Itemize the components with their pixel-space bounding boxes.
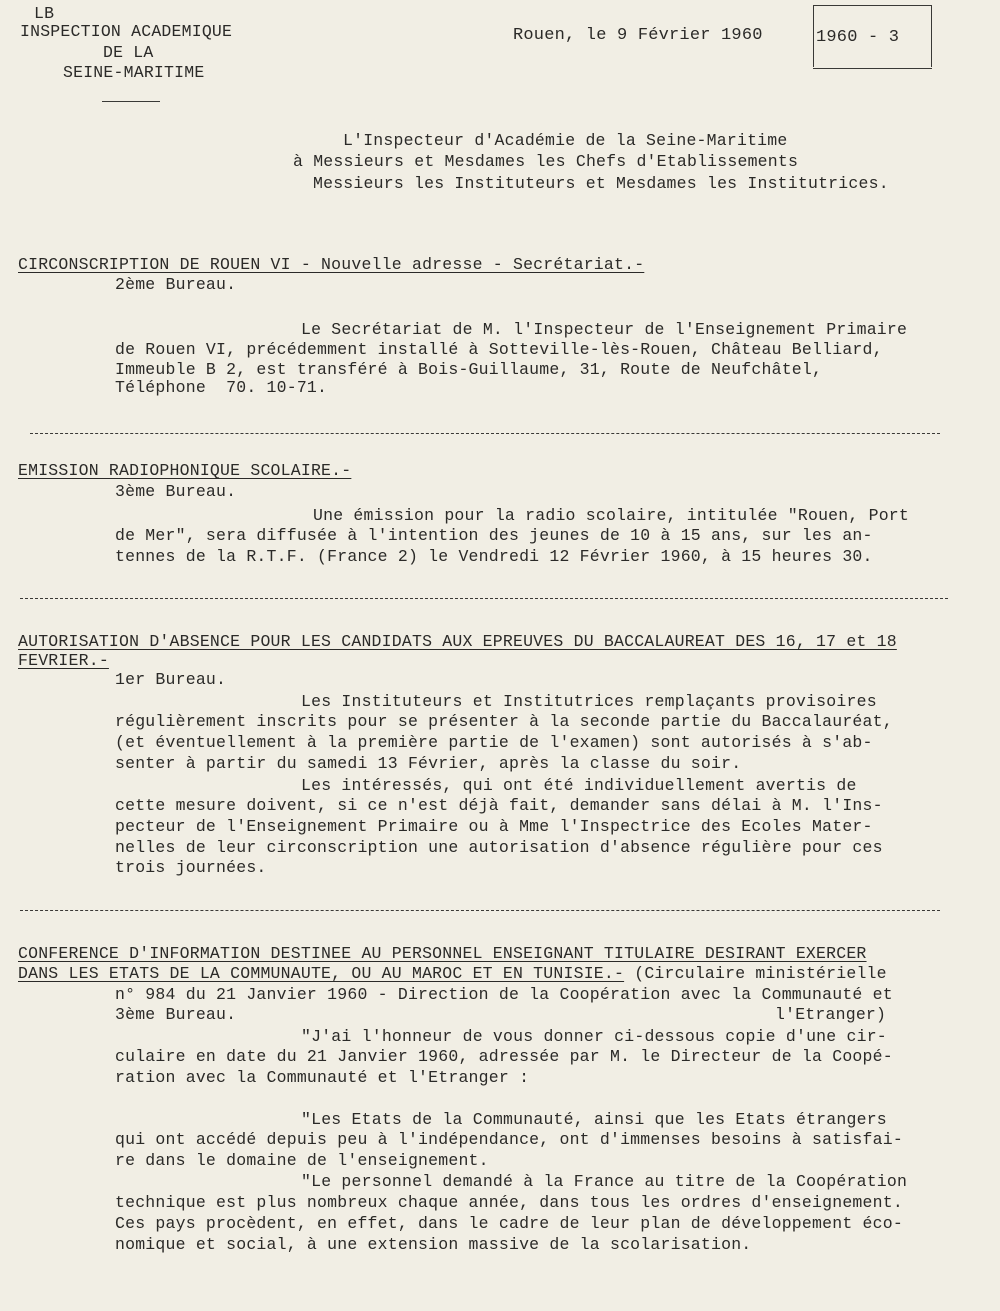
quote-line: "Les Etats de la Communauté, ainsi que les Etats étrangers (301, 1110, 887, 1129)
section-4-bureau: 3ème Bureau. (115, 1005, 237, 1024)
section-3-line: nelles de leur circonscription une autorisation d'absence régulière pour ces (115, 838, 883, 857)
section-3-line: trois journées. (115, 858, 267, 877)
section-3-line: pecteur de l'Enseignement Primaire ou à Mme l'Inspectrice des Ecoles Mater- (115, 817, 873, 836)
section-1-line: Téléphone 70. 10-71. (115, 378, 328, 397)
quote-line: re dans le domaine de l'enseignement. (115, 1151, 489, 1170)
section-3-title-line-1: AUTORISATION D'ABSENCE POUR LES CANDIDATS AUX EPREUVES DU BACCALAUREAT DES 16, 17 et 18 (18, 632, 897, 651)
addressee-line-1: L'Inspecteur d'Académie de la Seine-Maritime (343, 131, 788, 150)
org-line-4: SEINE-MARITIME (63, 63, 205, 82)
reference-box-bottom (813, 68, 932, 69)
org-line-3: DE LA (103, 43, 154, 62)
section-2-title: EMISSION RADIOPHONIQUE SCOLAIRE.- (18, 461, 352, 480)
quote-line: "Le personnel demandé à la France au titre de la Coopération (301, 1172, 908, 1191)
quote-line: qui ont accédé depuis peu à l'indépendance, ont d'immenses besoins à satisfai- (115, 1130, 903, 1149)
quote-line: nomique et social, à une extension massive de la scolarisation. (115, 1235, 752, 1254)
section-divider (20, 910, 940, 911)
section-3-line: (et éventuellement à la première partie de l'examen) sont autorisés à s'ab- (115, 733, 873, 752)
section-2-line: de Mer", sera diffusée à l'intention des jeunes de 10 à 15 ans, sur les an- (115, 526, 873, 545)
section-3-line: senter à partir du samedi 13 Février, après la classe du soir. (115, 754, 742, 773)
section-4-circular-line-2: n° 984 du 21 Janvier 1960 - Direction de la Coopération avec la Communauté et (115, 985, 893, 1004)
section-1-line: Le Secrétariat de M. l'Inspecteur de l'Enseignement Primaire (301, 320, 908, 339)
section-2-line: tennes de la R.T.F. (France 2) le Vendredi 12 Février 1960, à 15 heures 30. (115, 547, 873, 566)
section-1-title: CIRCONSCRIPTION DE ROUEN VI - Nouvelle adresse - Secrétariat.- (18, 255, 645, 274)
section-4-title-line-1: CONFERENCE D'INFORMATION DESTINEE AU PERSONNEL ENSEIGNANT TITULAIRE DESIRANT EXERCER (18, 944, 867, 963)
section-4-title-line-2: DANS LES ETATS DE LA COMMUNAUTE, OU AU MAROC ET EN TUNISIE.- (18, 964, 625, 983)
section-4-line: "J'ai l'honneur de vous donner ci-dessous copie d'une cir- (301, 1027, 887, 1046)
section-1-line: Immeuble B 2, est transféré à Bois-Guillaume, 31, Route de Neufchâtel, (115, 360, 823, 379)
section-3-line: Les Instituteurs et Institutrices remplaçants provisoires (301, 692, 877, 711)
section-divider (20, 598, 948, 599)
section-1-bureau: 2ème Bureau. (115, 275, 237, 294)
section-3-title-line-2: FEVRIER.- (18, 651, 109, 670)
section-4-title-line-2-wrap (18, 964, 887, 985)
section-2-line: Une émission pour la radio scolaire, intitulée "Rouen, Port (313, 506, 909, 525)
section-2-bureau: 3ème Bureau. (115, 482, 237, 501)
addressee-line-2: à Messieurs et Mesdames les Chefs d'Etablissements (293, 152, 799, 171)
section-3-bureau: 1er Bureau. (115, 670, 227, 689)
addressee-line-3: Messieurs les Instituteurs et Mesdames les Institutrices. (313, 174, 889, 193)
reference-number: 1960 - 3 (816, 28, 900, 47)
reference-box-top (813, 5, 932, 6)
section-4-circular-line-3: l'Etranger) (775, 1005, 887, 1024)
quote-line: technique est plus nombreux chaque année, dans tous les ordres d'enseignement. (115, 1193, 903, 1212)
section-4-line: culaire en date du 21 Janvier 1960, adressée par M. le Directeur de la Coopé- (115, 1047, 893, 1066)
header-rule (102, 101, 160, 102)
section-4-circular-ref: (Circulaire ministérielle (624, 964, 887, 983)
section-3-line: cette mesure doivent, si ce n'est déjà fait, demander sans délai à M. l'Ins- (115, 796, 883, 815)
place-date: Rouen, le 9 Février 1960 (513, 26, 763, 45)
quote-line: Ces pays procèdent, en effet, dans le cadre de leur plan de développement éco- (115, 1214, 903, 1233)
section-divider (30, 433, 940, 434)
section-3-line: régulièrement inscrits pour se présenter à la seconde partie du Baccalauréat, (115, 712, 893, 731)
section-4-line: ration avec la Communauté et l'Etranger : (115, 1068, 530, 1087)
section-3-line: Les intéressés, qui ont été individuellement avertis de (301, 776, 857, 795)
org-line-1: LB (34, 4, 55, 23)
org-line-2: INSPECTION ACADEMIQUE (20, 22, 233, 41)
section-1-line: de Rouen VI, précédemment installé à Sotteville-lès-Rouen, Château Belliard, (115, 340, 883, 359)
